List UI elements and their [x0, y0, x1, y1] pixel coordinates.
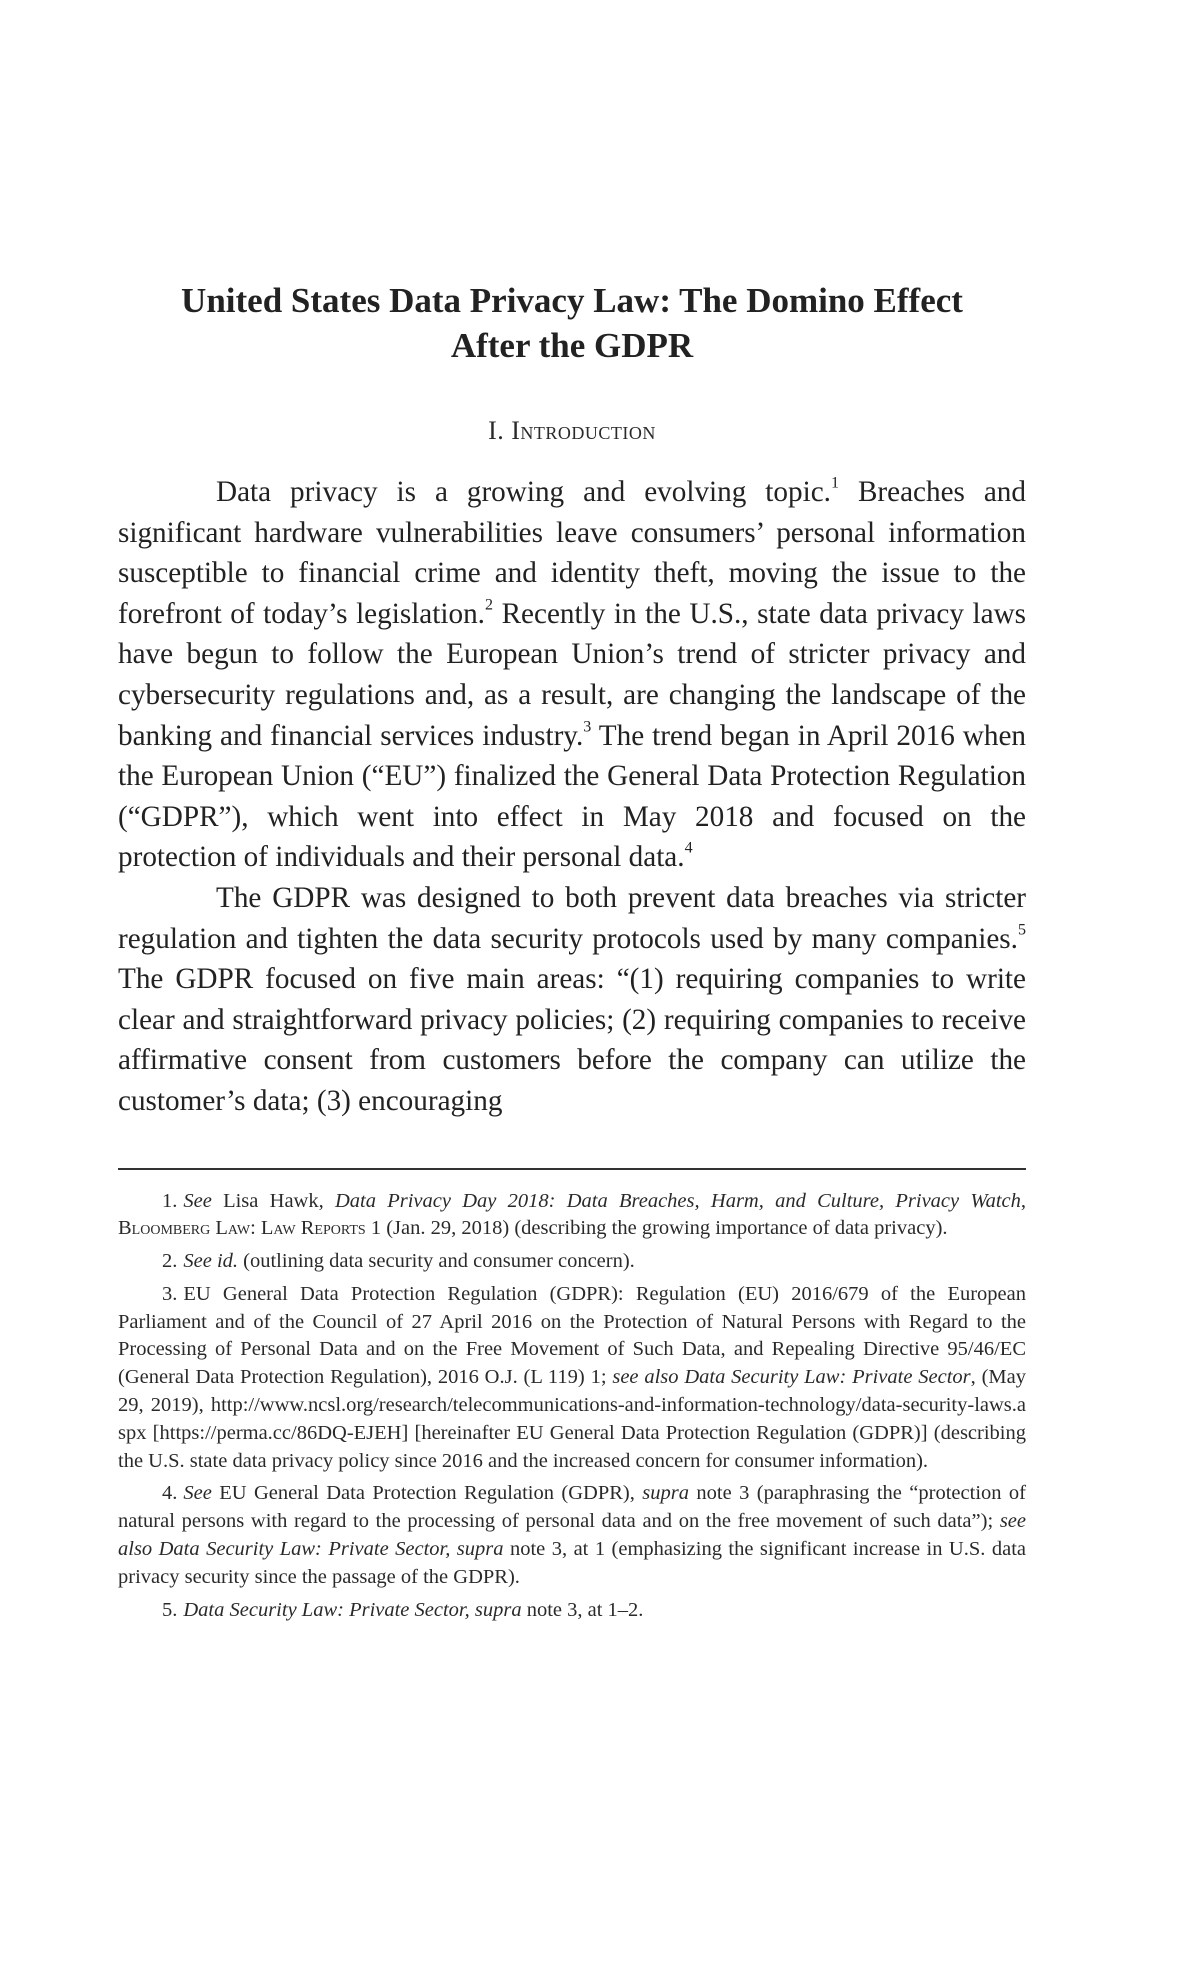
footnote-text: Lisa Hawk, — [211, 1189, 335, 1212]
paragraph-1-sentence-4: The trend began in April 2016 when the European Union (“EU”) finalized the General Data Protection Regulation (“GDPR”), which went into effect in May 2018 and focused on the protection of individuals and their personal data. — [118, 719, 1026, 874]
section-title: Introduction — [511, 416, 656, 445]
footnote-source-title: see also Data Security Law: Private Sector — [612, 1366, 971, 1389]
section-heading — [118, 416, 1026, 446]
footnote-source-title: Data Security Law: Private Sector, supra — [183, 1598, 522, 1621]
footnote-text: , (May 29, 2019), — [118, 1366, 1027, 1417]
paragraph-1-sentence-3: Recently in the U.S., state data privacy laws have begun to follow the European Union’s trend of stricter privacy and cybersecurity regulations and, as a result, are changing the landscape of the banking and financial services industry. — [118, 597, 1026, 752]
footnote-signal: See — [183, 1482, 212, 1505]
footnote-number: 2. — [162, 1250, 178, 1273]
footnote-2 — [118, 1248, 1026, 1276]
footnote-4 — [118, 1480, 1026, 1591]
footnote-link[interactable]: http://www.ncsl.org/research/telecommunications-and-information-technology/data-security-laws.aspx — [118, 1394, 1026, 1444]
page — [118, 278, 1026, 1629]
footnote-text: note 3, at 1–2. — [521, 1598, 644, 1621]
footnote-text: (outlining data security and consumer concern). — [238, 1250, 635, 1273]
paragraph-2-sentence-2: The GDPR focused on five main areas: “(1) requiring companies to write clear and straightforward privacy policies; (2) requiring companies to receive affirmative consent from customers before the company can utilize the customer’s data; (3) encouraging — [118, 963, 1026, 1117]
body-text — [118, 472, 1026, 1122]
footnote-signal: See — [183, 1189, 212, 1212]
footnote-text: [https://perma.cc/86DQ-EJEH] [hereinafter EU General Data Protection Regulation (GDPR)] (describing the U.S. state data privacy policy since 2016 and the increased concern for consumer information). — [118, 1421, 1026, 1472]
article-title — [118, 278, 1026, 368]
paragraph-2 — [118, 878, 1026, 1122]
footnote-ref-4[interactable]: 4 — [684, 839, 693, 857]
paragraph-1-sentence-1: Data privacy is a growing and evolving topic. — [216, 476, 831, 508]
footnote-ref-2[interactable]: 2 — [484, 596, 493, 614]
footnote-ref-5[interactable]: 5 — [1017, 920, 1026, 938]
footnote-ref-1[interactable]: 1 — [830, 474, 839, 492]
footnote-publication: Bloomberg Law: Law Reports — [118, 1217, 366, 1240]
paragraph-1 — [118, 472, 1026, 878]
footnote-signal: supra — [642, 1482, 689, 1505]
article-title-line-1: United States Data Privacy Law: The Domino Effect — [181, 281, 963, 320]
footnote-number: 4. — [162, 1482, 178, 1505]
section-number: I. — [488, 416, 505, 445]
footnote-signal: See id. — [183, 1250, 239, 1273]
footnote-ref-3[interactable]: 3 — [583, 717, 592, 735]
footnote-text: EU General Data Protection Regulation (GDPR), — [211, 1482, 643, 1505]
footnote-1 — [118, 1188, 1026, 1244]
footnote-text: note 3 (paraphrasing the “protection of natural persons with regard to the processing of personal data and on the free movement of such data”); — [118, 1482, 1026, 1533]
footnote-source-title: Data Privacy Day 2018: Data Breaches, Harm, and Culture, Privacy Watch — [334, 1189, 1021, 1212]
footnote-divider — [118, 1168, 1026, 1170]
footnote-text: 1 (Jan. 29, 2018) (describing the growing importance of data privacy). — [365, 1217, 948, 1240]
footnote-text: note 3, at 1 (emphasizing the significant increase in U.S. data privacy security since the passage of the GDPR). — [118, 1538, 1026, 1588]
footnote-number: 3. — [162, 1282, 178, 1305]
footnote-source-title: see also Data Security Law: Private Sector, supra — [118, 1510, 1026, 1561]
footnote-text: , — [1020, 1189, 1026, 1212]
footnote-number: 5. — [162, 1598, 178, 1621]
footnote-text: EU General Data Protection Regulation (GDPR): Regulation (EU) 2016/679 of the European Parliament and of the Council of 27 April 2016 on the Protection of Natural Persons with Regard to the Processing of Personal Data and on the Free Movement of Such Data, and Repealing Directive 95/46/EC (General Data Protection Regulation), 2016 O.J. (L 119) 1; — [118, 1282, 1026, 1389]
paragraph-2-sentence-1: The GDPR was designed to both prevent data breaches via stricter regulation and tighten the data security protocols used by many companies. — [118, 881, 1026, 955]
footnote-number: 1. — [162, 1189, 178, 1212]
footnotes — [118, 1188, 1026, 1625]
footnote-5 — [118, 1597, 1026, 1625]
article-title-line-2: After the GDPR — [450, 326, 694, 365]
footnote-3 — [118, 1281, 1026, 1476]
paragraph-1-sentence-2: Breaches and significant hardware vulnerabilities leave consumers’ personal information susceptible to financial crime and identity theft, moving the issue to the forefront of today’s legislation. — [118, 476, 1026, 630]
